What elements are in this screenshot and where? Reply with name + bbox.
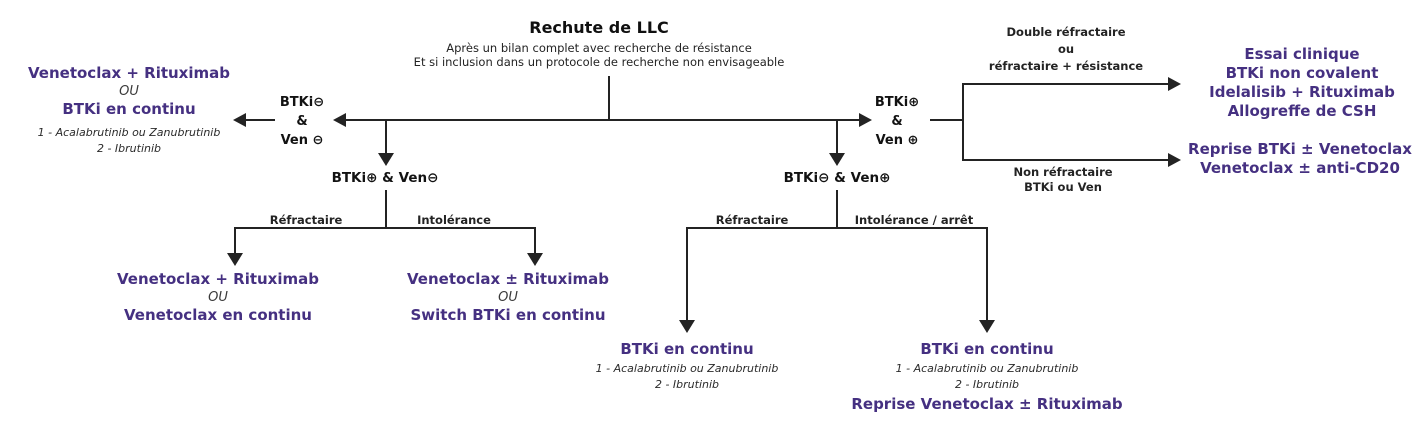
or-label: OU	[119, 84, 139, 99]
treatment-note: 2 - Ibrutinib	[96, 142, 162, 155]
connector-right-split-right-down	[986, 228, 988, 321]
treatment-note: 2 - Ibrutinib	[654, 378, 720, 391]
treatment-line: Venetoclax + Rituximab	[28, 64, 230, 82]
outcome-bottom-right-intolerance	[851, 340, 1122, 414]
node-line: Ven ⊖	[280, 133, 324, 148]
connector-right-split-left-down	[686, 228, 688, 321]
arrowhead-right-split-right	[979, 320, 995, 333]
treatment-line: Switch BTKi en continu	[410, 306, 606, 324]
treatment-line: Venetoclax ± Rituximab	[407, 270, 609, 288]
connector-left-split-left-down	[234, 228, 236, 254]
treatment-note: 1 - Acalabrutinib ou Zanubrutinib	[895, 362, 1079, 375]
connector-main-horizontal	[345, 119, 861, 121]
treatment-line: Reprise Venetoclax ± Rituximab	[851, 395, 1123, 413]
connector-branch-right-down	[836, 120, 838, 154]
arrowhead-farleft	[233, 113, 246, 127]
arrowhead-left-split-left	[227, 253, 243, 266]
edge-label-refractaire-right: Réfractaire	[715, 213, 789, 227]
outcome-mid-right	[1188, 140, 1412, 178]
arrowhead-bracket-top	[1168, 77, 1181, 91]
arrowhead-main-left	[333, 113, 346, 127]
treatment-line: Idelalisib + Rituximab	[1209, 83, 1395, 101]
or-label: OU	[498, 290, 518, 305]
edge-label-line: réfractaire + résistance	[988, 59, 1144, 73]
treatment-note: 1 - Acalabrutinib ou Zanubrutinib	[37, 126, 221, 139]
treatment-line: BTKi en continu	[620, 340, 754, 358]
arrowhead-left-split-right	[527, 253, 543, 266]
outcome-bottom-left-intolerance	[407, 270, 609, 325]
node-btki-pos-ven-neg: BTKi⊕ & Ven⊖	[331, 170, 439, 186]
treatment-line: BTKi en continu	[62, 100, 196, 118]
node-line: BTKi⊖	[279, 95, 325, 110]
treatment-line: Venetoclax + Rituximab	[117, 270, 319, 288]
connector-bracket-vertical	[962, 83, 964, 161]
treatment-line: Venetoclax en continu	[124, 306, 312, 324]
outcome-top-right	[1209, 45, 1395, 121]
arrowhead-bracket-bottom	[1168, 153, 1181, 167]
connector-left-split-right-down	[534, 228, 536, 254]
edge-label-double-refractaire	[989, 24, 1143, 75]
page-title: Rechute de LLC	[529, 18, 669, 37]
edge-label-non-refractaire	[1013, 165, 1112, 195]
subtitle-line-2: Et si inclusion dans un protocole de recherche non envisageable	[413, 55, 785, 69]
node-line: BTKi⊕	[874, 95, 920, 110]
arrowhead-branch-left-down	[378, 153, 394, 166]
node-line: &	[296, 114, 308, 129]
connector-farleft-horizontal	[245, 119, 275, 121]
outcome-far-left	[28, 64, 230, 157]
treatment-line: Venetoclax ± anti-CD20	[1200, 159, 1400, 177]
connector-midright-down	[836, 190, 838, 228]
treatment-note: 1 - Acalabrutinib ou Zanubrutinib	[595, 362, 779, 375]
edge-label-line: Double réfractaire	[1006, 25, 1126, 39]
edge-label-refractaire-left: Réfractaire	[269, 213, 343, 227]
edge-label-intolerance-arret: Intolérance / arrêt	[854, 213, 974, 227]
treatment-line: BTKi non covalent	[1225, 64, 1379, 82]
node-line: &	[891, 114, 903, 129]
treatment-note: 2 - Ibrutinib	[954, 378, 1020, 391]
edge-label-intolerance-left: Intolérance	[417, 213, 491, 227]
node-btki-neg-ven-pos: BTKi⊖ & Ven⊕	[783, 170, 891, 186]
edge-label-line: ou	[1057, 42, 1075, 56]
subtitle-line-1: Après un bilan complet avec recherche de résistance	[446, 41, 752, 55]
connector-bracket-top-horizontal	[962, 83, 1170, 85]
or-label: OU	[208, 290, 228, 305]
node-btki-pos-ven-pos	[875, 93, 919, 150]
treatment-line: Allogreffe de CSH	[1227, 102, 1377, 120]
treatment-line: BTKi en continu	[920, 340, 1054, 358]
connector-title-down	[608, 76, 610, 121]
node-btki-neg-ven-neg	[280, 93, 324, 150]
connector-bracket-bottom-horizontal	[962, 159, 1170, 161]
edge-label-line: BTKi ou Ven	[1024, 180, 1102, 194]
connector-branch-left-down	[385, 120, 387, 154]
node-line: Ven ⊕	[875, 133, 919, 148]
arrowhead-branch-right-down	[829, 153, 845, 166]
connector-node-to-bracket	[930, 119, 964, 121]
outcome-bottom-left-refractaire	[117, 270, 319, 325]
treatment-line: Essai clinique	[1244, 45, 1360, 63]
edge-label-line: Non réfractaire	[1013, 165, 1113, 179]
treatment-line: Reprise BTKi ± Venetoclax	[1188, 140, 1412, 158]
arrowhead-main-right	[859, 113, 872, 127]
arrowhead-right-split-left	[679, 320, 695, 333]
outcome-bottom-right-refractaire	[596, 340, 779, 393]
connector-midleft-down	[385, 190, 387, 228]
